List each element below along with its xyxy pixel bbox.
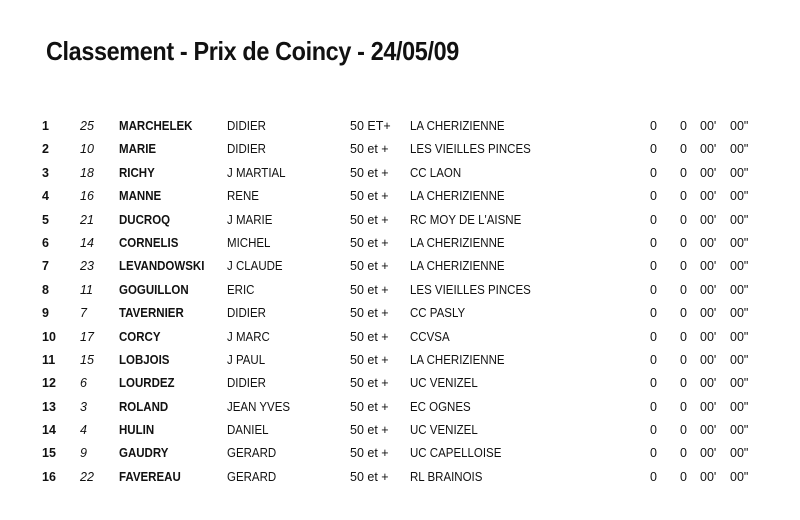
first-name-cell: DIDIER	[227, 142, 266, 157]
bib-number-cell: 10	[80, 142, 94, 157]
position-cell: 13	[42, 399, 56, 414]
first-name-cell: J CLAUDE	[227, 259, 283, 274]
hours-cell-2: 0	[680, 306, 687, 321]
club-cell: LES VIEILLES PINCES	[410, 282, 531, 297]
last-name-cell: HULIN	[119, 423, 155, 438]
table-row	[0, 165, 800, 188]
position-cell: 4	[42, 189, 49, 204]
seconds-cell: 00"	[730, 306, 749, 321]
category-cell: 50 et +	[350, 306, 389, 321]
minutes-cell: 00'	[700, 259, 717, 274]
table-row	[0, 352, 800, 375]
hours-cell-2: 0	[680, 282, 687, 297]
minutes-cell: 00'	[700, 423, 717, 438]
last-name-cell: TAVERNIER	[119, 306, 184, 321]
hours-cell-2: 0	[680, 469, 687, 484]
category-cell: 50 et +	[350, 423, 389, 438]
hours-cell: 0	[650, 376, 657, 391]
minutes-cell: 00'	[700, 212, 717, 227]
last-name-cell: LEVANDOWSKI	[119, 259, 205, 274]
first-name-cell: GERARD	[227, 469, 277, 484]
first-name-cell: J MARTIAL	[227, 165, 286, 180]
hours-cell: 0	[650, 446, 657, 461]
page-title: Classement - Prix de Coincy - 24/05/09	[46, 36, 459, 66]
position-cell: 8	[42, 282, 49, 297]
last-name-cell: GOGUILLON	[119, 282, 189, 297]
seconds-cell: 00"	[730, 282, 749, 297]
seconds-cell: 00"	[730, 212, 749, 227]
minutes-cell: 00'	[700, 446, 717, 461]
position-cell: 15	[42, 446, 56, 461]
table-row	[0, 118, 800, 141]
minutes-cell: 00'	[700, 376, 717, 391]
hours-cell-2: 0	[680, 399, 687, 414]
hours-cell: 0	[650, 306, 657, 321]
category-cell: 50 et +	[350, 212, 389, 227]
seconds-cell: 00"	[730, 423, 749, 438]
first-name-cell: J MARIE	[227, 212, 273, 227]
hours-cell: 0	[650, 469, 657, 484]
club-cell: UC CAPELLOISE	[410, 446, 502, 461]
bib-number-cell: 14	[80, 235, 94, 250]
minutes-cell: 00'	[700, 329, 717, 344]
table-row	[0, 375, 800, 398]
position-cell: 10	[42, 329, 56, 344]
seconds-cell: 00"	[730, 446, 749, 461]
table-row	[0, 305, 800, 328]
first-name-cell: J PAUL	[227, 352, 266, 367]
last-name-cell: DUCROQ	[119, 212, 171, 227]
seconds-cell: 00"	[730, 352, 749, 367]
table-row	[0, 329, 800, 352]
club-cell: CC LAON	[410, 165, 462, 180]
position-cell: 7	[42, 259, 49, 274]
category-cell: 50 et +	[350, 469, 389, 484]
bib-number-cell: 21	[80, 212, 94, 227]
club-cell: RC MOY DE L'AISNE	[410, 212, 522, 227]
first-name-cell: J MARC	[227, 329, 270, 344]
bib-number-cell: 16	[80, 189, 94, 204]
table-row	[0, 258, 800, 281]
bib-number-cell: 15	[80, 352, 94, 367]
category-cell: 50 et +	[350, 165, 389, 180]
seconds-cell: 00"	[730, 259, 749, 274]
category-cell: 50 et +	[350, 189, 389, 204]
category-cell: 50 et +	[350, 235, 389, 250]
position-cell: 1	[42, 119, 49, 133]
hours-cell: 0	[650, 352, 657, 367]
table-row	[0, 282, 800, 305]
last-name-cell: MARCHELEK	[119, 119, 193, 133]
hours-cell: 0	[650, 399, 657, 414]
seconds-cell: 00"	[730, 165, 749, 180]
club-cell: EC OGNES	[410, 399, 471, 414]
category-cell: 50 et +	[350, 282, 389, 297]
minutes-cell: 00'	[700, 282, 717, 297]
category-cell: 50 et +	[350, 399, 389, 414]
table-row	[0, 212, 800, 235]
position-cell: 3	[42, 165, 49, 180]
hours-cell-2: 0	[680, 329, 687, 344]
table-row	[0, 235, 800, 258]
club-cell: LA CHERIZIENNE	[410, 119, 505, 133]
club-cell: LES VIEILLES PINCES	[410, 142, 531, 157]
hours-cell-2: 0	[680, 212, 687, 227]
last-name-cell: ROLAND	[119, 399, 169, 414]
position-cell: 11	[42, 352, 56, 367]
minutes-cell: 00'	[700, 399, 717, 414]
seconds-cell: 00"	[730, 329, 749, 344]
hours-cell: 0	[650, 119, 657, 133]
last-name-cell: LOURDEZ	[119, 376, 175, 391]
minutes-cell: 00'	[700, 306, 717, 321]
hours-cell-2: 0	[680, 446, 687, 461]
bib-number-cell: 18	[80, 165, 94, 180]
hours-cell: 0	[650, 142, 657, 157]
last-name-cell: FAVEREAU	[119, 469, 181, 484]
last-name-cell: RICHY	[119, 165, 155, 180]
hours-cell: 0	[650, 282, 657, 297]
club-cell: RL BRAINOIS	[410, 469, 483, 484]
hours-cell: 0	[650, 165, 657, 180]
category-cell: 50 et +	[350, 142, 389, 157]
position-cell: 12	[42, 376, 56, 391]
first-name-cell: DIDIER	[227, 119, 266, 133]
last-name-cell: CORNELIS	[119, 235, 179, 250]
first-name-cell: MICHEL	[227, 235, 271, 250]
bib-number-cell: 6	[80, 376, 87, 391]
first-name-cell: RENE	[227, 189, 259, 204]
hours-cell: 0	[650, 259, 657, 274]
club-cell: UC VENIZEL	[410, 376, 478, 391]
category-cell: 50 et +	[350, 329, 389, 344]
minutes-cell: 00'	[700, 142, 717, 157]
hours-cell-2: 0	[680, 119, 687, 133]
table-row	[0, 141, 800, 164]
first-name-cell: DANIEL	[227, 423, 269, 438]
hours-cell-2: 0	[680, 189, 687, 204]
table-row	[0, 399, 800, 422]
minutes-cell: 00'	[700, 165, 717, 180]
hours-cell-2: 0	[680, 423, 687, 438]
seconds-cell: 00"	[730, 469, 749, 484]
hours-cell-2: 0	[680, 352, 687, 367]
category-cell: 50 et +	[350, 446, 389, 461]
table-row	[0, 188, 800, 211]
first-name-cell: DIDIER	[227, 376, 266, 391]
category-cell: 50 et +	[350, 259, 389, 274]
minutes-cell: 00'	[700, 189, 717, 204]
category-cell: 50 et +	[350, 352, 389, 367]
seconds-cell: 00"	[730, 189, 749, 204]
position-cell: 5	[42, 212, 49, 227]
minutes-cell: 00'	[700, 235, 717, 250]
seconds-cell: 00"	[730, 142, 749, 157]
hours-cell: 0	[650, 423, 657, 438]
hours-cell-2: 0	[680, 235, 687, 250]
table-row	[0, 422, 800, 445]
seconds-cell: 00"	[730, 235, 749, 250]
minutes-cell: 00'	[700, 469, 717, 484]
hours-cell-2: 0	[680, 376, 687, 391]
first-name-cell: DIDIER	[227, 306, 266, 321]
minutes-cell: 00'	[700, 352, 717, 367]
hours-cell: 0	[650, 189, 657, 204]
last-name-cell: MARIE	[119, 142, 157, 157]
hours-cell-2: 0	[680, 259, 687, 274]
club-cell: LA CHERIZIENNE	[410, 189, 505, 204]
bib-number-cell: 4	[80, 423, 87, 438]
bib-number-cell: 9	[80, 446, 87, 461]
table-row	[0, 469, 800, 492]
position-cell: 14	[42, 423, 56, 438]
bib-number-cell: 22	[80, 469, 94, 484]
bib-number-cell: 17	[80, 329, 94, 344]
bib-number-cell: 7	[80, 306, 87, 321]
club-cell: CCVSA	[410, 329, 450, 344]
hours-cell-2: 0	[680, 165, 687, 180]
hours-cell: 0	[650, 212, 657, 227]
position-cell: 6	[42, 235, 49, 250]
club-cell: UC VENIZEL	[410, 423, 478, 438]
minutes-cell: 00'	[700, 119, 717, 133]
last-name-cell: LOBJOIS	[119, 352, 170, 367]
last-name-cell: MANNE	[119, 189, 162, 204]
seconds-cell: 00"	[730, 399, 749, 414]
last-name-cell: CORCY	[119, 329, 161, 344]
hours-cell: 0	[650, 235, 657, 250]
first-name-cell: ERIC	[227, 282, 255, 297]
position-cell: 16	[42, 469, 56, 484]
category-cell: 50 et +	[350, 376, 389, 391]
table-row	[0, 445, 800, 468]
seconds-cell: 00"	[730, 119, 749, 133]
hours-cell-2: 0	[680, 142, 687, 157]
bib-number-cell: 23	[80, 259, 94, 274]
hours-cell: 0	[650, 329, 657, 344]
first-name-cell: GERARD	[227, 446, 277, 461]
club-cell: LA CHERIZIENNE	[410, 352, 505, 367]
category-cell: 50 ET+	[350, 119, 391, 133]
bib-number-cell: 11	[80, 282, 93, 297]
position-cell: 2	[42, 142, 49, 157]
position-cell: 9	[42, 306, 49, 321]
last-name-cell: GAUDRY	[119, 446, 169, 461]
seconds-cell: 00"	[730, 376, 749, 391]
ranking-table	[0, 118, 800, 492]
first-name-cell: JEAN YVES	[227, 399, 291, 414]
club-cell: LA CHERIZIENNE	[410, 235, 505, 250]
club-cell: CC PASLY	[410, 306, 466, 321]
bib-number-cell: 3	[80, 399, 87, 414]
bib-number-cell: 25	[80, 119, 94, 133]
club-cell: LA CHERIZIENNE	[410, 259, 505, 274]
